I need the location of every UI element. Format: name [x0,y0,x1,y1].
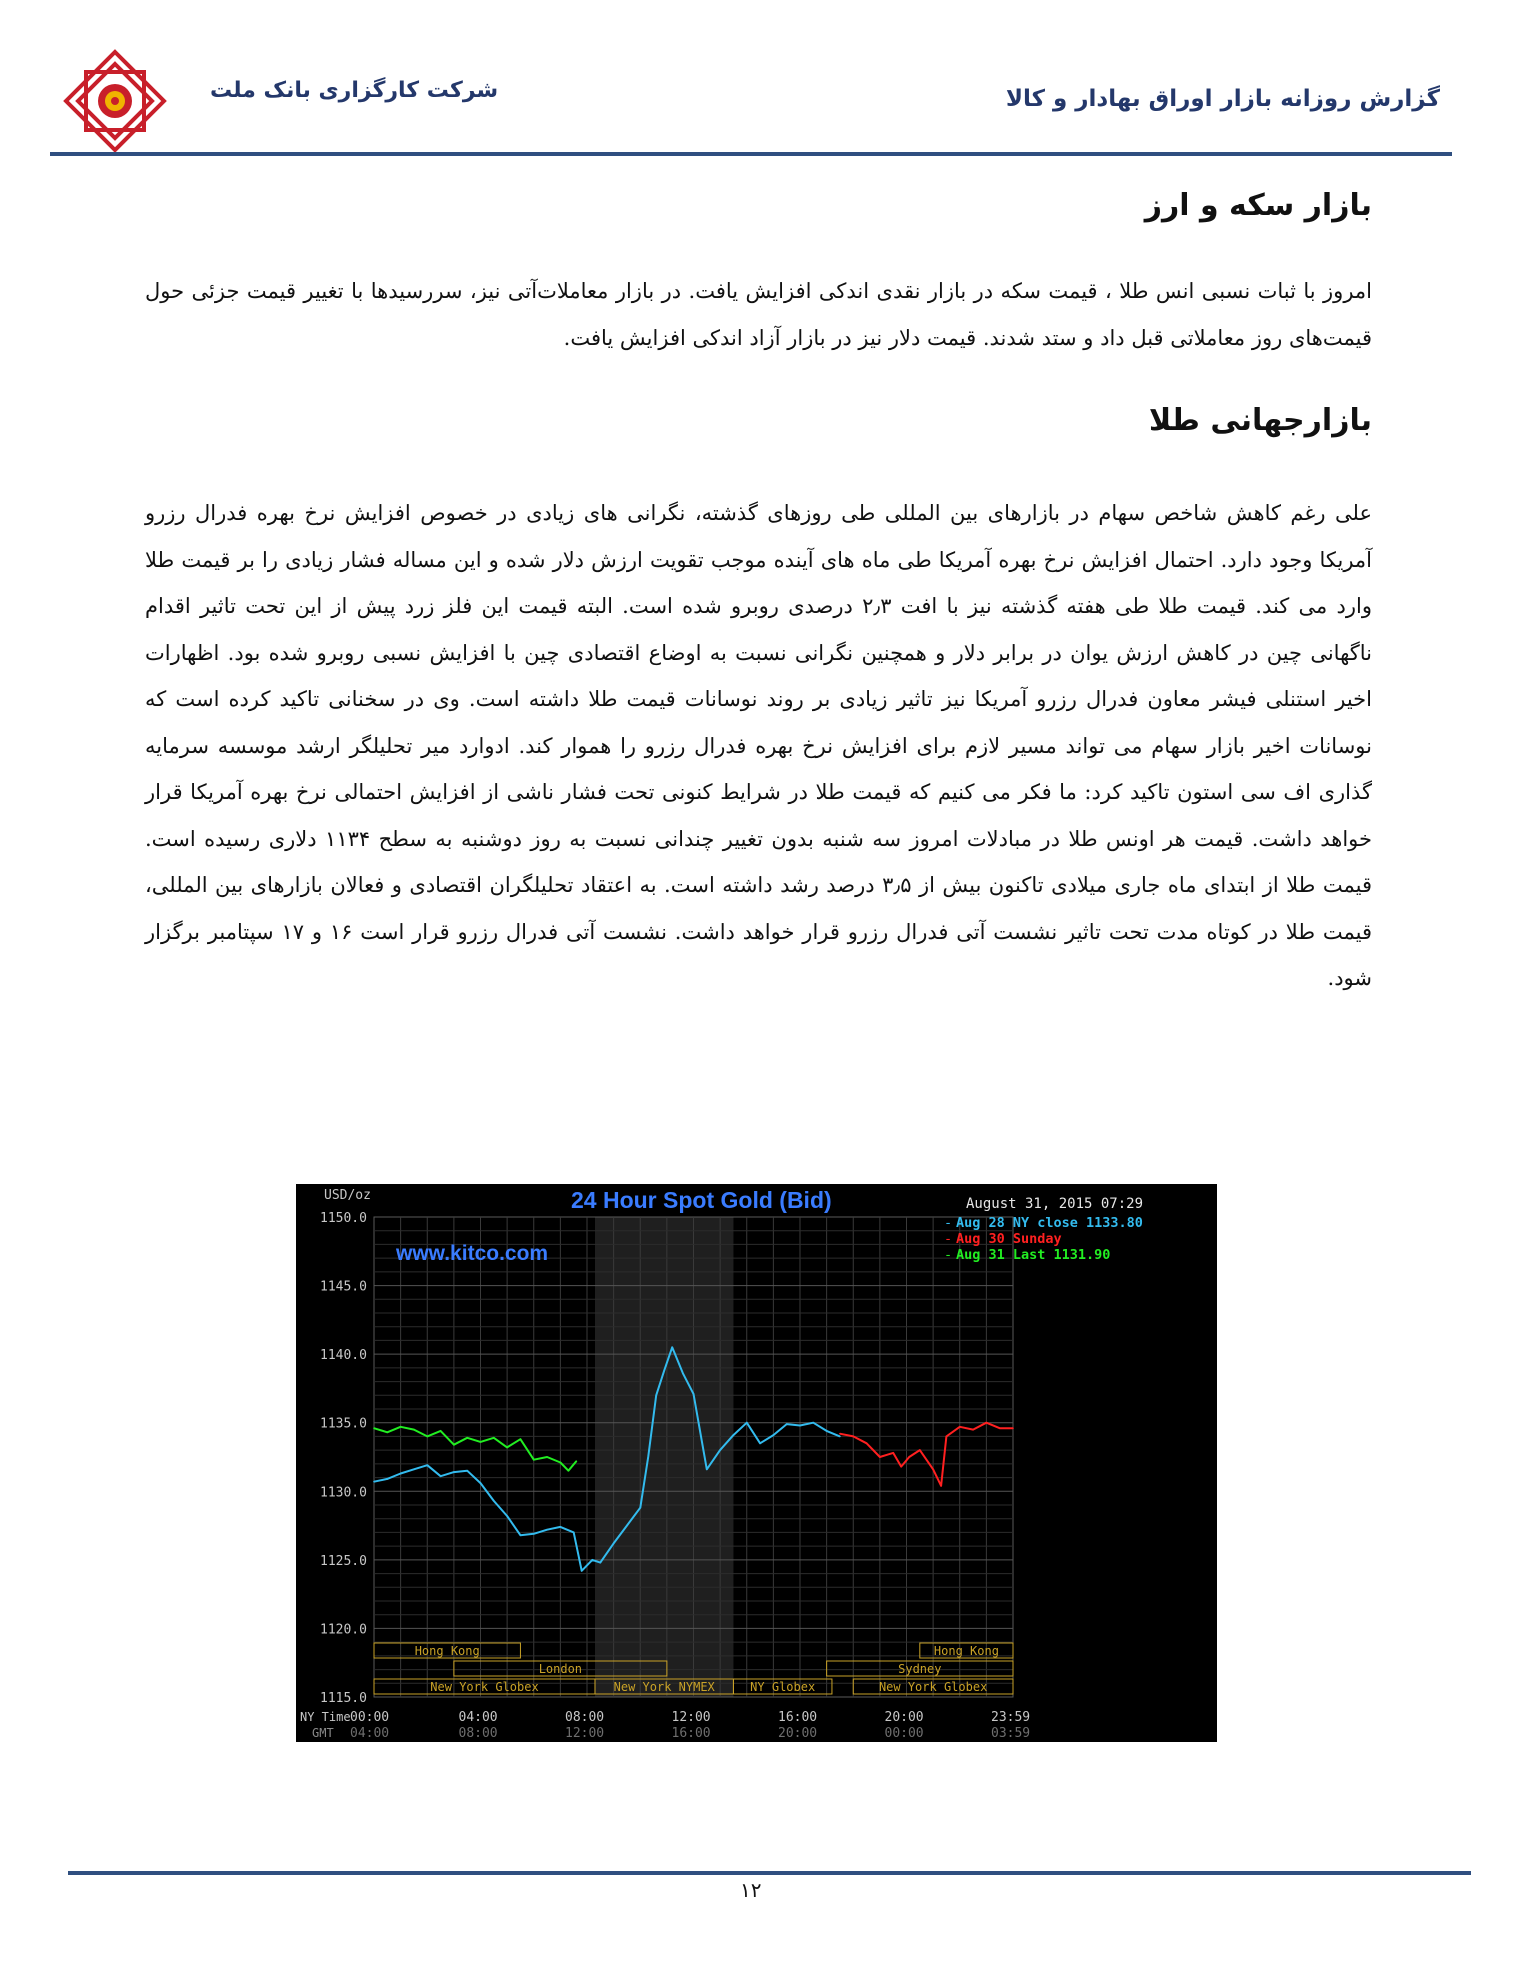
session-label: New York NYMEX [613,1680,715,1694]
data-point [581,1570,583,1572]
data-point [576,1460,578,1462]
y-tick-label: 1145.0 [320,1279,367,1295]
section-heading-coin-currency: بازار سکه و ارز [1144,188,1372,223]
data-point [520,1438,522,1440]
y-tick-label: 1135.0 [320,1416,367,1432]
chart-title: 24 Hour Spot Gold (Bid) [571,1187,832,1213]
legend-entry-aug31: Aug 31 Last 1131.90 [956,1247,1111,1263]
data-point [919,1449,921,1451]
chart-y-unit-label: USD/oz [324,1188,371,1203]
x-tick-label-gmt: 03:59 [991,1726,1031,1741]
page-number: ۱۲ [740,1878,762,1902]
data-point [493,1437,495,1439]
data-point [682,1373,684,1375]
data-point [733,1434,735,1436]
data-point [426,1436,428,1438]
data-point [506,1515,508,1517]
x-tick-label-gmt: 20:00 [778,1726,818,1741]
data-point [799,1425,801,1427]
data-point [773,1434,775,1436]
session-label: Sydney [898,1662,942,1676]
data-point [940,1485,942,1487]
data-point [560,1462,562,1464]
data-point [839,1433,841,1435]
data-point [671,1346,673,1348]
data-point [400,1473,402,1475]
legend-entry-aug28: Aug 28 NY close 1133.80 [956,1215,1143,1231]
y-tick-label: 1125.0 [320,1553,367,1569]
company-name: شرکت کارگزاری بانک ملت [210,78,499,103]
data-point [786,1423,788,1425]
data-point [466,1470,468,1472]
session-label: Hong Kong [933,1644,999,1658]
nymex-shaded-region [595,1217,733,1697]
data-point [986,1422,988,1424]
data-point [839,1436,841,1438]
gold-price-chart [296,1184,1217,1742]
data-point [493,1500,495,1502]
data-point [506,1447,508,1449]
section-heading-global-gold: بازارجهانی طلا [1148,403,1372,438]
data-point [900,1466,902,1468]
x-tick-label-ny: 04:00 [458,1710,498,1725]
data-point [413,1429,415,1431]
x-tick-label-ny: 20:00 [884,1710,924,1725]
report-title: گزارش روزانه بازار اوراق بهادار و کالا [1005,86,1440,112]
data-point [592,1559,594,1561]
data-point [520,1534,522,1536]
data-point [546,1456,548,1458]
data-point [759,1442,761,1444]
data-point [866,1442,868,1444]
data-point [533,1533,535,1535]
data-point [946,1436,948,1438]
data-point [639,1507,641,1509]
data-point [560,1526,562,1528]
x-tick-label-ny: 08:00 [565,1710,605,1725]
x-tick-label-ny: 00:00 [350,1710,390,1725]
page-header [0,0,1530,160]
chart-timestamp: August 31, 2015 07:29 [966,1196,1144,1212]
data-point [453,1471,455,1473]
legend-dash-aug28: - [944,1215,953,1231]
data-point [959,1426,961,1428]
data-point [546,1529,548,1531]
data-point [813,1422,815,1424]
data-point [892,1452,894,1454]
data-point [647,1456,649,1458]
data-point [440,1430,442,1432]
data-point [413,1469,415,1471]
data-point [573,1532,575,1534]
data-point [373,1481,375,1483]
y-tick-label: 1140.0 [320,1348,367,1364]
data-point [719,1449,721,1451]
data-point [568,1470,570,1472]
data-point [1012,1427,1014,1429]
data-point [746,1422,748,1424]
paragraph-global-gold: علی رغم کاهش شاخص سهام در بازارهای بین المللی طی روزهای گذشته، نگرانی های زیادی در خصوص افزایش نرخ بهره فدرال رزرو آمریکا وجود دارد. احتمال افزایش نرخ بهره آمریکا طی ماه های آینده موجب تقویت ارزش دلار شده و این مساله فشار زیادی را بر قیمت طلا وارد می کند. قیمت طلا طی هفته گذشته نیز با افت ۲٫۳ درصدی روبرو شده است. البته قیمت این فلز زرد پیش از این تحت تاثیر اقدام ناگهانی چین در کاهش ارزش یوان در برابر دلار و همچنین نگرانی نسبت به اوضاع اقتصادی چین با افزایش نسبی روبرو شده بود. اظهارات اخیر استنلی فیشر معاون فدرال رزرو آمریکا نیز تاثیر زیادی بر روند نوسانات قیمت طلا داشته است. وی در سخنانی تاکید کرده است که نوسانات اخیر بازار سهام می تواند مسیر لازم برای افزایش نرخ بهره فدرال رزرو را هموار کند. ادوارد میر تحلیلگر ارشد موسسه سرمایه گذاری اف سی استون تاکید کرد: ما فکر می کنیم که قیمت طلا در شرایط کنونی تحت فشار ناشی از افزایش احتمالی نرخ بهره آمریکا قرار خواهد داشت. قیمت هر اونس طلا در مبادلات امروز سه شنبه بدون تغییر چندانی نسبت به روز دوشنبه به سطح ۱۱۳۴ دلاری رسیده است. قیمت طلا از ابتدای ماه جاری میلادی تاکنون بیش از ۳٫۵ درصد رشد داشته است. به اعتقاد تحلیلگران اقتصادی و فعالان بازارهای بین المللی، قیمت طلا در کوتاه مدت تحت تاثیر نشست آتی فدرال رزرو قرار خواهد داشت. نشست آتی فدرال رزرو قرار است ۱۶ و ۱۷ سپتامبر برگزار شود. [145,501,1373,990]
y-tick-label: 1115.0 [320,1691,367,1706]
data-point [373,1427,375,1429]
data-point [693,1393,695,1395]
x-tick-label-gmt: 04:00 [350,1726,390,1741]
x-tick-label-gmt: 12:00 [565,1726,605,1741]
session-label: London [538,1662,583,1676]
session-label: New York Globex [878,1680,988,1694]
x-tick-label-gmt: 00:00 [884,1726,924,1741]
data-point [826,1430,828,1432]
data-point [972,1429,974,1431]
data-point [440,1475,442,1477]
legend-dash-aug31: - [944,1247,953,1263]
x-tick-label-gmt: 08:00 [458,1726,498,1741]
bank-mellat-logo [62,48,168,154]
data-point [626,1525,628,1527]
data-point [400,1426,402,1428]
data-point [879,1456,881,1458]
data-point [387,1478,389,1480]
data-point [387,1432,389,1434]
data-point [480,1441,482,1443]
legend-entry-aug30: Aug 30 Sunday [956,1231,1062,1247]
data-point [600,1562,602,1564]
session-label: NY Globex [750,1680,816,1694]
data-point [852,1436,854,1438]
x-tick-label-ny: 16:00 [778,1710,818,1725]
session-label: New York Globex [430,1680,539,1694]
x-tick-label-ny: 12:00 [671,1710,711,1725]
y-tick-label: 1130.0 [320,1485,367,1501]
legend-dash-aug30: - [944,1231,953,1247]
session-label: Hong Kong [414,1644,480,1658]
x-tick-label-gmt: 16:00 [671,1726,711,1741]
x-row-label-ny: NY Time [300,1710,351,1724]
paragraph-coin-currency: امروز با ثبات نسبی انس طلا ، قیمت سکه در بازار نقدی اندکی افزایش یافت. در بازار معاملات‌آتی نیز، سررسیدها با تغییر قیمت جزئی حول قیمت‌های روز معاملاتی قبل داد و ستد شدند. قیمت دلار نیز در بازار آزاد اندکی افزایش یافت. [145,279,1372,350]
gold-chart-svg [296,1184,1217,1742]
data-point [655,1394,657,1396]
data-point [453,1444,455,1446]
x-row-label-gmt: GMT [312,1726,334,1740]
data-point [999,1427,1001,1429]
footer-divider [68,1871,1471,1875]
chart-watermark: www.kitco.com [396,1242,549,1265]
y-tick-label: 1150.0 [320,1211,367,1226]
header-divider [50,152,1452,156]
data-point [426,1464,428,1466]
data-point [908,1456,910,1458]
x-tick-label-ny: 23:59 [991,1710,1031,1725]
y-tick-label: 1120.0 [320,1622,367,1638]
data-point [466,1437,468,1439]
data-point [533,1459,535,1461]
data-point [480,1482,482,1484]
data-point [932,1469,934,1471]
data-point [613,1543,615,1545]
data-point [663,1370,665,1372]
data-point [706,1469,708,1471]
